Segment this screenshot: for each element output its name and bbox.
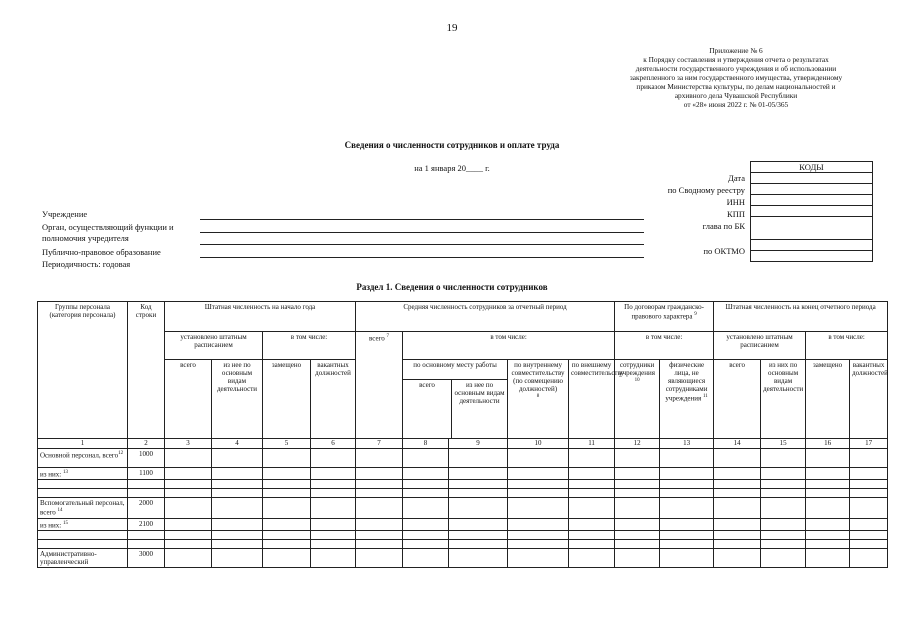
data-cell[interactable] [165, 518, 212, 530]
row-label [38, 548, 128, 567]
appendix-line: к Порядку составления и утверждения отчета о результатах [643, 55, 829, 64]
footnote-mark: 9 [694, 312, 697, 317]
row-code: 3000 [128, 548, 165, 567]
header-main-place-sub [403, 380, 507, 438]
data-cell[interactable] [850, 539, 888, 548]
data-cell[interactable] [263, 518, 311, 530]
data-cell[interactable] [212, 539, 263, 548]
empty-cell [38, 539, 128, 548]
header-average: Средняя численность сотрудников за отчетный период [356, 302, 615, 332]
data-cell[interactable] [311, 449, 356, 468]
data-cell[interactable] [356, 489, 403, 498]
data-cell[interactable] [508, 539, 569, 548]
footnote-mark: 11 [702, 394, 708, 399]
data-cell[interactable] [508, 518, 569, 530]
data-cell[interactable] [212, 518, 263, 530]
data-cell[interactable] [165, 530, 212, 539]
empty-cell [128, 489, 165, 498]
header-including-end: в том числе: [806, 332, 888, 360]
row-label [38, 468, 128, 480]
founder-field[interactable] [200, 232, 644, 233]
header-code: Код строки [128, 302, 165, 439]
footnote-mark: 13 [62, 470, 68, 475]
data-cell[interactable] [569, 498, 615, 518]
col-num: 8 [403, 439, 449, 449]
col-num: 6 [311, 439, 356, 449]
data-cell[interactable] [569, 548, 615, 567]
col-num: 5 [263, 439, 311, 449]
data-cell[interactable] [806, 468, 850, 480]
data-cell[interactable] [508, 530, 569, 539]
data-cell[interactable] [212, 548, 263, 567]
header-including: в том числе: [263, 332, 356, 360]
data-cell[interactable] [615, 548, 660, 567]
data-cell[interactable] [356, 498, 403, 518]
column-number-row [38, 439, 888, 449]
code-label-registry: по Сводному реестру [667, 185, 745, 195]
data-cell[interactable] [263, 468, 311, 480]
data-cell[interactable] [165, 498, 212, 518]
data-cell[interactable] [311, 539, 356, 548]
data-cell[interactable] [615, 449, 660, 468]
header-main-activity-a: из нее по основным видам деятельности [454, 381, 505, 405]
data-cell[interactable] [165, 480, 212, 489]
data-cell[interactable] [449, 548, 508, 567]
code-cell-kpp[interactable] [751, 206, 873, 217]
header-main-activity-e: из них по основным видам деятельности [761, 360, 806, 439]
footnote-mark: 7 [386, 334, 390, 339]
data-cell[interactable] [212, 468, 263, 480]
data-cell[interactable] [569, 489, 615, 498]
header-all: всего [165, 360, 212, 439]
footnote-mark: 14 [57, 508, 63, 514]
row-code: 2000 [128, 498, 165, 518]
col-num: 10 [508, 439, 569, 449]
data-cell[interactable] [714, 480, 761, 489]
table-row-spacer [38, 489, 888, 498]
header-staff-start: Штатная численность на начало года [165, 302, 356, 332]
appendix-line: архивного дела Чувашской Республики [674, 91, 798, 100]
institution-label: Учреждение [42, 209, 88, 219]
code-cell-bk[interactable] [751, 217, 873, 240]
table-row [38, 449, 888, 468]
appendix-line: Приложение № 6 [709, 46, 763, 55]
empty-cell [38, 530, 128, 539]
data-cell[interactable] [806, 480, 850, 489]
col-num: 4 [212, 439, 263, 449]
appendix-line: деятельности государственного учреждения и об использовании [635, 64, 837, 73]
data-cell[interactable] [850, 468, 888, 480]
data-cell[interactable] [508, 498, 569, 518]
col-num: 14 [714, 439, 761, 449]
data-cell[interactable] [263, 489, 311, 498]
data-cell[interactable] [660, 489, 714, 498]
data-cell[interactable] [212, 449, 263, 468]
data-cell[interactable] [569, 518, 615, 530]
data-cell[interactable] [615, 498, 660, 518]
data-cell[interactable] [569, 530, 615, 539]
data-cell[interactable] [714, 518, 761, 530]
col-num: 12 [615, 439, 660, 449]
header-including-civil: в том числе: [615, 332, 714, 360]
data-cell[interactable] [403, 480, 449, 489]
data-cell[interactable] [761, 548, 806, 567]
row-label-text: из них: [40, 520, 62, 529]
data-cell[interactable] [806, 498, 850, 518]
col-num: 7 [356, 439, 403, 449]
data-cell[interactable] [615, 468, 660, 480]
section-title: Раздел 1. Сведения о численности сотрудников [356, 282, 548, 292]
data-cell[interactable] [850, 518, 888, 530]
code-label-oktmo: по ОКТМО [703, 246, 745, 256]
table-row [38, 468, 888, 480]
data-cell[interactable] [311, 548, 356, 567]
data-cell[interactable] [569, 539, 615, 548]
data-cell[interactable] [356, 449, 403, 468]
code-label-kpp: КПП [727, 209, 745, 219]
footnote-mark: 10 [634, 378, 640, 383]
data-cell[interactable] [850, 548, 888, 567]
periodicity-label: Периодичность: годовая [42, 259, 131, 269]
data-cell[interactable] [850, 530, 888, 539]
data-cell[interactable] [311, 468, 356, 480]
data-cell[interactable] [615, 539, 660, 548]
row-label [38, 449, 128, 468]
code-label-inn: ИНН [726, 197, 745, 207]
page-number: 19 [446, 22, 458, 34]
data-cell[interactable] [660, 468, 714, 480]
header-main-activity: из нее по основным видам деятельности [212, 360, 263, 439]
footnote-mark: 15 [62, 520, 68, 526]
empty-cell [38, 489, 128, 498]
header-filled-e: замещено [806, 360, 850, 439]
data-cell[interactable] [660, 518, 714, 530]
code-cell-oktmo[interactable] [751, 240, 873, 251]
header-civil-text: По договорам гражданско-правового характера [624, 303, 704, 321]
col-num: 13 [660, 439, 714, 449]
data-cell[interactable] [761, 539, 806, 548]
appendix-line: приказом Министерства культуры, по делам национальностей и [636, 82, 836, 91]
code-cell-registry[interactable] [751, 184, 873, 195]
data-cell[interactable] [508, 489, 569, 498]
data-cell[interactable] [660, 530, 714, 539]
data-cell[interactable] [508, 480, 569, 489]
data-cell[interactable] [806, 539, 850, 548]
data-cell[interactable] [615, 530, 660, 539]
data-cell[interactable] [449, 518, 508, 530]
row-label-text: из них: [40, 470, 62, 479]
table-row [38, 518, 888, 530]
appendix-note [595, 46, 877, 109]
header-established-end: установлено штатным расписанием [714, 332, 806, 360]
data-cell[interactable] [714, 548, 761, 567]
data-cell[interactable] [403, 539, 449, 548]
data-cell[interactable] [311, 530, 356, 539]
data-cell[interactable] [660, 449, 714, 468]
table-row-spacer [38, 530, 888, 539]
header-internal-text: по внутреннему совместительству (по совмещению должностей) [511, 361, 565, 393]
report-date: на 1 января 20____ г. [414, 163, 490, 173]
data-cell[interactable] [263, 530, 311, 539]
data-cell[interactable] [761, 449, 806, 468]
founder-field-2[interactable] [200, 244, 644, 245]
header-filled: замещено [263, 360, 311, 439]
code-cell-inn[interactable] [751, 195, 873, 206]
data-cell[interactable] [212, 480, 263, 489]
header-vacant-e: вакантных должностей [850, 360, 888, 439]
municipality-field[interactable] [200, 257, 644, 258]
data-cell[interactable] [508, 548, 569, 567]
data-cell[interactable] [263, 449, 311, 468]
codes-table [750, 161, 873, 262]
data-cell[interactable] [449, 489, 508, 498]
row-label [38, 498, 128, 518]
data-cell[interactable] [403, 518, 449, 530]
data-cell[interactable] [212, 530, 263, 539]
header-established: установлено штатным расписанием [165, 332, 263, 360]
data-cell[interactable] [263, 548, 311, 567]
col-num: 9 [449, 439, 508, 449]
header-civil-contracts [615, 302, 714, 332]
data-cell[interactable] [714, 498, 761, 518]
footnote-mark: 8 [536, 394, 540, 399]
data-cell[interactable] [356, 480, 403, 489]
data-cell[interactable] [165, 539, 212, 548]
data-cell[interactable] [356, 468, 403, 480]
col-num: 3 [165, 439, 212, 449]
data-cell[interactable] [263, 498, 311, 518]
row-code: 1000 [128, 449, 165, 468]
data-cell[interactable] [761, 480, 806, 489]
row-label-text: Вспомогательный персонал, всего [40, 499, 125, 517]
data-cell[interactable] [403, 530, 449, 539]
data-cell[interactable] [569, 468, 615, 480]
header-all-a: всего [403, 380, 452, 438]
row-code: 2100 [128, 518, 165, 530]
data-cell[interactable] [806, 449, 850, 468]
data-cell[interactable] [714, 468, 761, 480]
data-cell[interactable] [449, 468, 508, 480]
institution-field[interactable] [200, 219, 644, 220]
col-num: 16 [806, 439, 850, 449]
data-cell[interactable] [761, 489, 806, 498]
data-cell[interactable] [508, 468, 569, 480]
header-total-7 [356, 332, 403, 439]
header-external: по внешнему совместительству [569, 360, 615, 439]
data-cell[interactable] [356, 518, 403, 530]
header-internal [508, 360, 569, 439]
data-cell[interactable] [356, 539, 403, 548]
data-cell[interactable] [508, 449, 569, 468]
staff-table [37, 301, 888, 568]
data-cell[interactable] [403, 468, 449, 480]
data-cell[interactable] [311, 489, 356, 498]
data-cell[interactable] [761, 530, 806, 539]
report-title: Сведения о численности сотрудников и оплате труда [344, 140, 560, 150]
data-cell[interactable] [761, 468, 806, 480]
data-cell[interactable] [165, 468, 212, 480]
table-row [38, 548, 888, 567]
header-staff-end: Штатная численность на конец отчетного периода [714, 302, 888, 332]
data-cell[interactable] [212, 498, 263, 518]
data-cell[interactable] [761, 498, 806, 518]
data-cell[interactable] [403, 498, 449, 518]
code-label-bk: глава по БК [702, 221, 745, 231]
header-including-avg: в том числе: [403, 332, 615, 360]
header-groups: Группы персонала (категория персонала) [38, 302, 128, 439]
header-all-e: всего [714, 360, 761, 439]
data-cell[interactable] [850, 489, 888, 498]
data-cell[interactable] [311, 480, 356, 489]
data-cell[interactable] [806, 548, 850, 567]
header-main-place-group [403, 360, 508, 439]
row-label [38, 518, 128, 530]
data-cell[interactable] [403, 548, 449, 567]
data-cell[interactable] [403, 489, 449, 498]
code-cell-date[interactable] [751, 173, 873, 184]
data-cell[interactable] [311, 518, 356, 530]
data-cell[interactable] [615, 489, 660, 498]
empty-cell [128, 480, 165, 489]
col-num: 1 [38, 439, 128, 449]
data-cell[interactable] [714, 489, 761, 498]
data-cell[interactable] [714, 530, 761, 539]
data-cell[interactable] [806, 518, 850, 530]
header-employees-text: сотрудники учреждения [619, 361, 655, 377]
data-cell[interactable] [356, 548, 403, 567]
header-vacant: вакантных должностей [311, 360, 356, 439]
code-cell-empty[interactable] [751, 251, 873, 262]
municipality-label: Публично-правовое образование [42, 247, 161, 257]
data-cell[interactable] [660, 539, 714, 548]
data-cell[interactable] [660, 498, 714, 518]
data-cell[interactable] [165, 548, 212, 567]
code-label-date: Дата [728, 173, 745, 183]
data-cell[interactable] [263, 480, 311, 489]
data-cell[interactable] [761, 518, 806, 530]
data-cell[interactable] [449, 449, 508, 468]
data-cell[interactable] [615, 518, 660, 530]
row-code: 1100 [128, 468, 165, 480]
appendix-line: закрепленного за ним государственного имущества, утвержденному [629, 73, 843, 82]
data-cell[interactable] [850, 449, 888, 468]
data-cell[interactable] [806, 489, 850, 498]
data-cell[interactable] [714, 449, 761, 468]
data-cell[interactable] [165, 449, 212, 468]
data-cell[interactable] [569, 449, 615, 468]
col-num: 11 [569, 439, 615, 449]
data-cell[interactable] [569, 480, 615, 489]
empty-cell [128, 530, 165, 539]
founder-label-2: полномочия учредителя [42, 233, 129, 243]
data-cell[interactable] [449, 480, 508, 489]
col-num: 2 [128, 439, 165, 449]
data-cell[interactable] [403, 449, 449, 468]
header-individuals-text: физические лица, не являющиеся сотрудниками учреждения [665, 361, 708, 403]
table-row-spacer [38, 539, 888, 548]
col-num: 15 [761, 439, 806, 449]
data-cell[interactable] [660, 480, 714, 489]
data-cell[interactable] [615, 480, 660, 489]
codes-header: КОДЫ [751, 162, 873, 173]
data-cell[interactable] [449, 539, 508, 548]
data-cell[interactable] [263, 539, 311, 548]
data-cell[interactable] [449, 530, 508, 539]
header-individuals [660, 360, 714, 439]
data-cell[interactable] [660, 548, 714, 567]
data-cell[interactable] [165, 489, 212, 498]
table-row-spacer [38, 480, 888, 489]
header-total-text: всего [369, 334, 385, 343]
data-cell[interactable] [449, 498, 508, 518]
table-row [38, 498, 888, 518]
empty-cell [38, 480, 128, 489]
data-cell[interactable] [714, 539, 761, 548]
data-cell[interactable] [212, 489, 263, 498]
header-employees [615, 360, 660, 439]
data-cell[interactable] [850, 498, 888, 518]
empty-cell [128, 539, 165, 548]
appendix-line: от «28» июня 2022 г. № 01-05/365 [683, 100, 789, 109]
header-main-place: по основному месту работы [403, 360, 507, 380]
data-cell[interactable] [356, 530, 403, 539]
col-num: 17 [850, 439, 888, 449]
data-cell[interactable] [806, 530, 850, 539]
footnote-mark: 12 [118, 451, 124, 456]
data-cell[interactable] [311, 498, 356, 518]
row-label-text: Основной персонал, всего [40, 451, 119, 460]
data-cell[interactable] [850, 480, 888, 489]
row-label-text: Административно-управленческий [40, 549, 97, 566]
founder-label-1: Орган, осуществляющий функции и [42, 222, 174, 232]
